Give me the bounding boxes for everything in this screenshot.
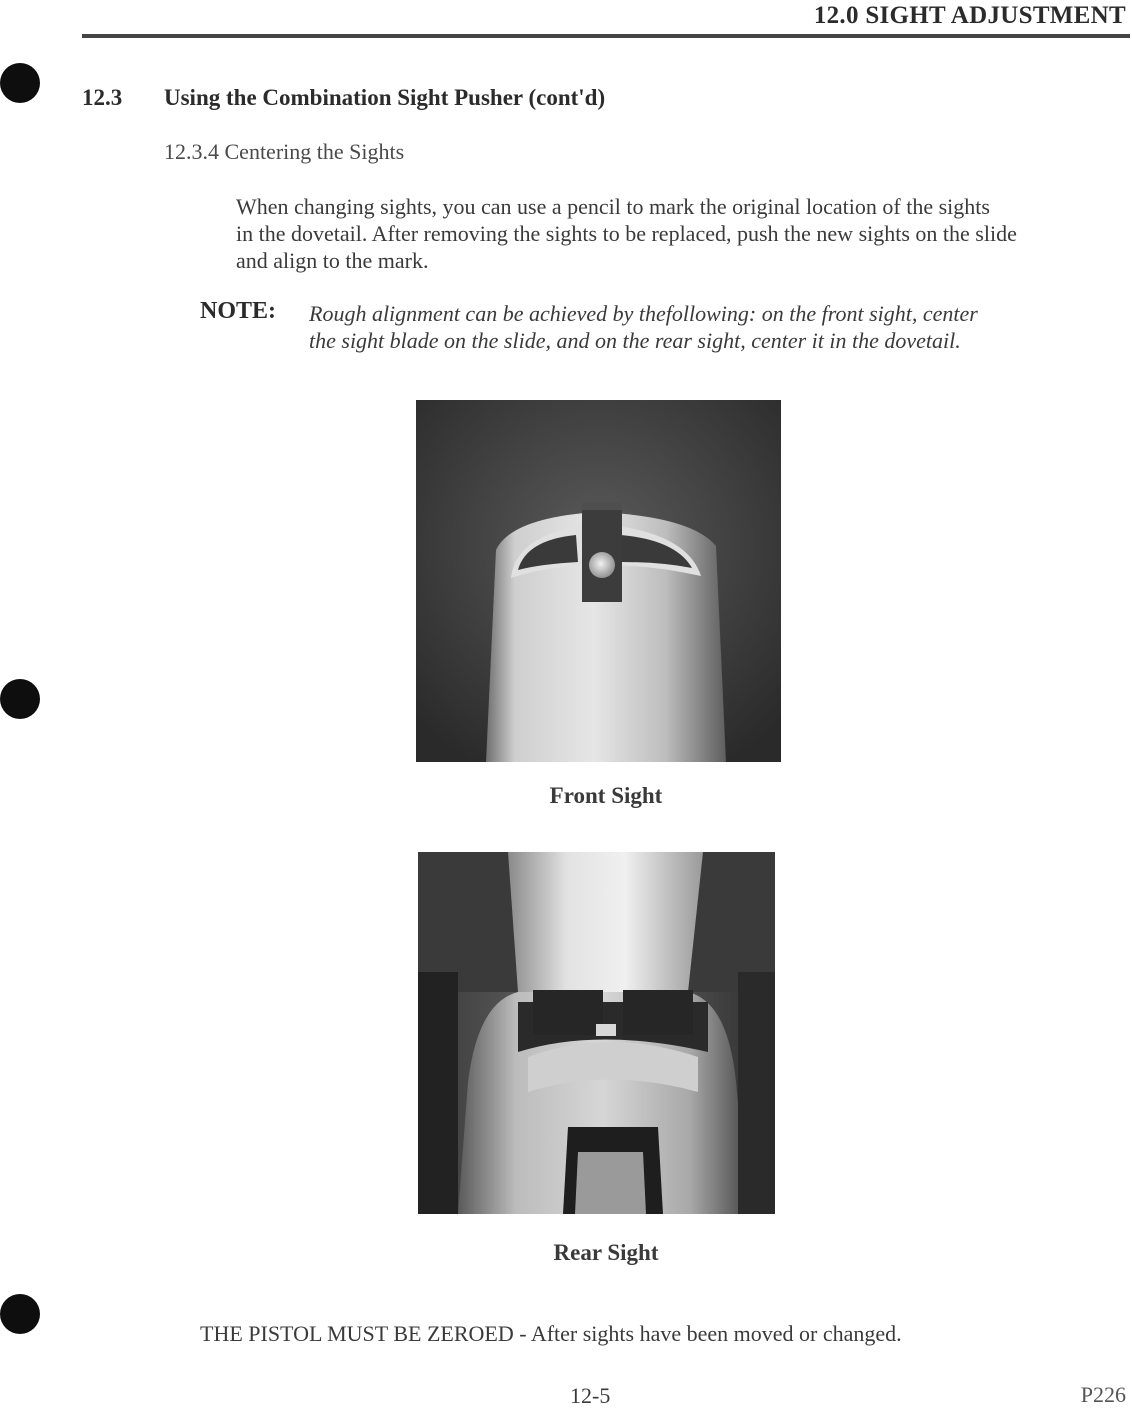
- page-number: 12-5: [570, 1383, 611, 1408]
- note-label: NOTE:: [200, 298, 277, 324]
- note-text: [309, 300, 1129, 354]
- binder-hole-top: [0, 63, 40, 103]
- body-line: and align to the mark.: [236, 248, 429, 273]
- section-title: Using the Combination Sight Pusher (cont'd): [164, 85, 606, 110]
- binder-hole-middle: [0, 679, 40, 719]
- body-line: When changing sights, you can use a pencil to mark the original location of the sights: [236, 194, 990, 219]
- body-line: in the dovetail. After removing the sights to be replaced, push the new sights on the slide: [236, 221, 1017, 246]
- header-rule: [82, 34, 1130, 38]
- model-label: P226: [1080, 1382, 1126, 1407]
- subsection-title: 12.3.4 Centering the Sights: [164, 139, 405, 164]
- rear-sight-photo: [418, 852, 775, 1214]
- header-title: 12.0 SIGHT ADJUSTMENT: [813, 2, 1126, 29]
- note-line: the sight blade on the slide, and on the rear sight, center it in the dovetail.: [309, 328, 961, 353]
- rear-sight-illustration: [418, 852, 775, 1214]
- body-paragraph: [236, 193, 1132, 274]
- front-sight-illustration: [416, 400, 781, 762]
- binder-hole-bottom: [0, 1294, 40, 1334]
- note-line: Rough alignment can be achieved by thefollowing: on the front sight, center: [309, 301, 978, 326]
- section-number: 12.3: [82, 85, 123, 110]
- front-sight-photo: [416, 400, 781, 762]
- rear-sight-caption: Rear Sight: [553, 1240, 659, 1265]
- zeroing-warning: THE PISTOL MUST BE ZEROED - After sights have been moved or changed.: [200, 1321, 902, 1346]
- front-sight-caption: Front Sight: [549, 783, 663, 808]
